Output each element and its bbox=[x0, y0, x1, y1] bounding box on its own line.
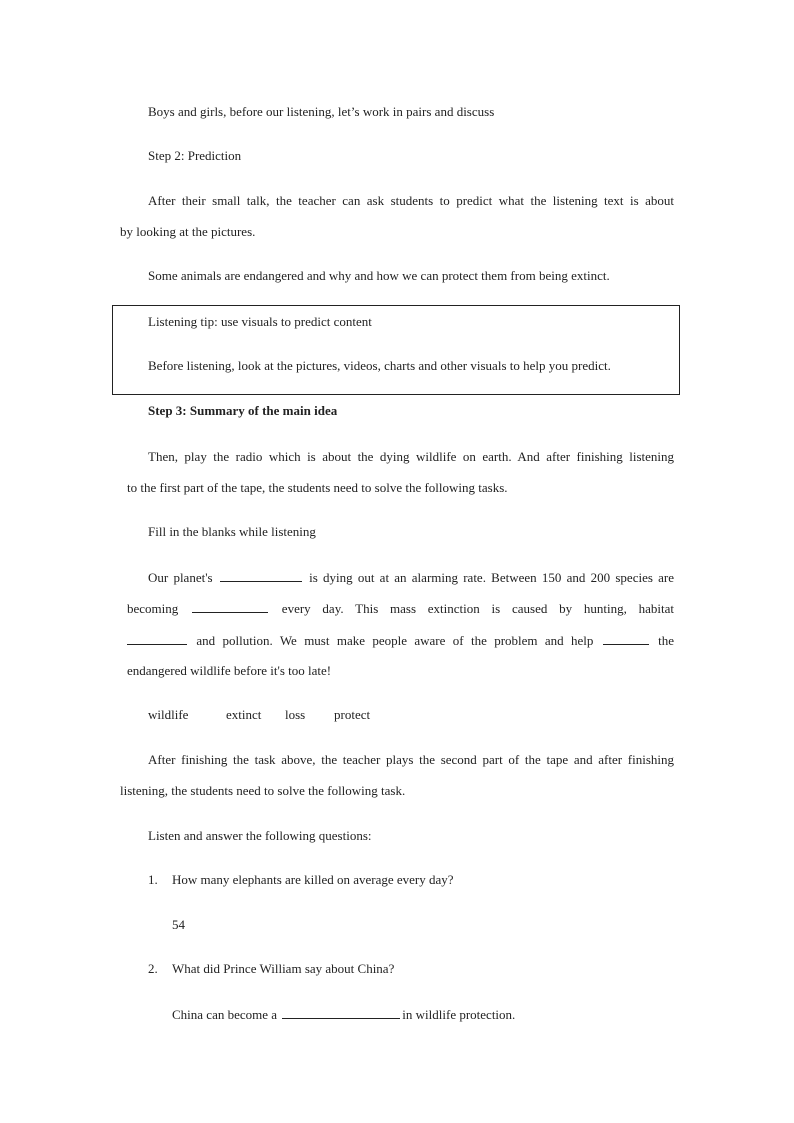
question-number: 1. bbox=[148, 872, 158, 887]
after-task-line1: After finishing the task above, the teacher plays the second part of the tape and after finishing bbox=[148, 752, 674, 767]
passage-text: and pollution. We must make people aware of the problem and help bbox=[196, 633, 594, 648]
step2-answer: Some animals are endangered and why and how we can protect them from being extinct. bbox=[148, 268, 610, 283]
question-answer bbox=[172, 1006, 515, 1023]
blank-5[interactable] bbox=[282, 1006, 400, 1019]
listen-heading: Listen and answer the following questions: bbox=[148, 828, 372, 843]
passage-text: is dying out at an alarming rate. Between 150 and 200 species are bbox=[309, 570, 674, 585]
question-text: What did Prince William say about China? bbox=[172, 961, 395, 976]
passage-text: becoming bbox=[127, 601, 179, 616]
question-number: 2. bbox=[148, 961, 158, 976]
passage-line1 bbox=[148, 569, 674, 586]
intro-paragraph: Boys and girls, before our listening, let’s work in pairs and discuss bbox=[148, 104, 495, 119]
listening-tip-title: Listening tip: use visuals to predict content bbox=[148, 314, 372, 329]
answer-text: China can become a bbox=[172, 1007, 278, 1022]
passage-text: every day. This mass extinction is caused by hunting, habitat bbox=[281, 601, 674, 616]
step2-paragraph-line2: by looking at the pictures. bbox=[120, 224, 256, 239]
step2-heading: Step 2: Prediction bbox=[148, 148, 242, 163]
word-bank-item: wildlife bbox=[148, 707, 189, 722]
step3-paragraph-line1: Then, play the radio which is about the dying wildlife on earth. And after finishing listening bbox=[148, 449, 674, 464]
blank-1[interactable] bbox=[220, 569, 302, 582]
blank-4[interactable] bbox=[603, 632, 649, 645]
word-bank-item: extinct bbox=[226, 707, 262, 722]
passage-line2 bbox=[127, 600, 674, 617]
step2-paragraph-line1: After their small talk, the teacher can ask students to predict what the listening text is about bbox=[148, 193, 674, 208]
passage-text: Our planet's bbox=[148, 570, 213, 585]
question-answer: 54 bbox=[172, 917, 185, 932]
passage-text: the bbox=[658, 633, 675, 648]
step3-heading: Step 3: Summary of the main idea bbox=[148, 403, 338, 418]
answer-text: in wildlife protection. bbox=[402, 1007, 516, 1022]
passage-line3 bbox=[127, 632, 674, 649]
step3-paragraph-line2: to the first part of the tape, the students need to solve the following tasks. bbox=[127, 480, 508, 495]
listening-tip-body: Before listening, look at the pictures, videos, charts and other visuals to help you predict. bbox=[148, 358, 611, 373]
after-task-line2: listening, the students need to solve the following task. bbox=[120, 783, 406, 798]
blank-3[interactable] bbox=[127, 632, 187, 645]
word-bank-item: loss bbox=[285, 707, 306, 722]
question-text: How many elephants are killed on average every day? bbox=[172, 872, 454, 887]
passage-line4: endangered wildlife before it's too late! bbox=[127, 663, 332, 678]
blank-2[interactable] bbox=[192, 600, 268, 613]
fill-blanks-heading: Fill in the blanks while listening bbox=[148, 524, 316, 539]
word-bank-item: protect bbox=[334, 707, 371, 722]
